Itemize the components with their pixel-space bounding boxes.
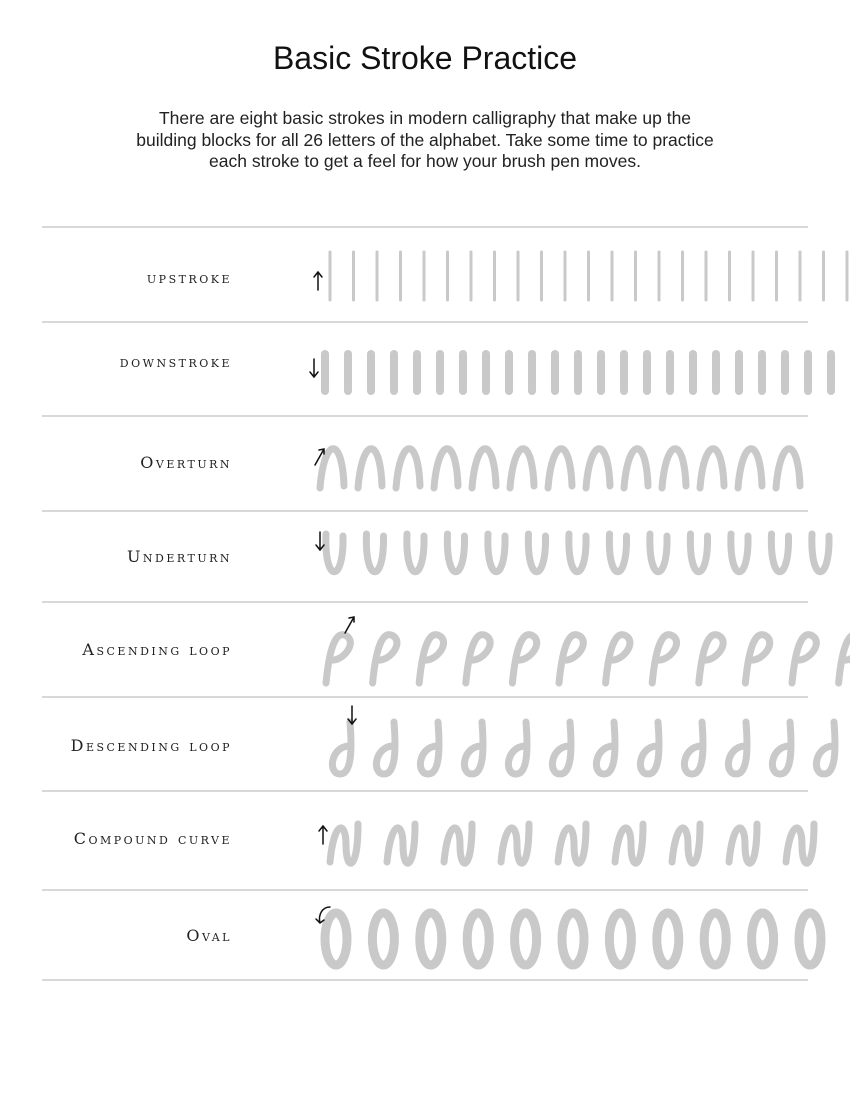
intro-paragraph — [100, 108, 750, 173]
overturn-stroke — [586, 449, 610, 488]
oval-stroke — [562, 913, 584, 965]
overturn-stroke — [624, 449, 648, 488]
row-overturn — [42, 417, 808, 510]
descending-loop-stroke — [816, 722, 835, 774]
downstroke-stroke — [505, 350, 513, 395]
compound-curve-stroke — [387, 824, 415, 863]
underturn-stroke — [609, 534, 626, 572]
arrow-down-icon — [310, 359, 318, 377]
stroke-label: upstroke — [146, 268, 232, 287]
oval-stroke — [325, 913, 347, 965]
oval-stroke — [372, 913, 394, 965]
row-descending-loop — [42, 698, 808, 790]
arrow-up-icon — [314, 272, 322, 290]
downstroke-stroke — [459, 350, 467, 395]
oval-stroke — [704, 913, 726, 965]
stroke-label: Descending loop — [70, 736, 232, 755]
underturn-stroke — [731, 534, 748, 572]
row-upstroke — [42, 228, 808, 321]
arrow-up-icon — [319, 826, 327, 844]
underturn-stroke — [812, 534, 829, 572]
ascending-loop-stroke — [839, 635, 850, 683]
compound-curve-practice-strokes — [270, 792, 808, 889]
underturn-stroke — [326, 534, 343, 572]
downstroke-practice-strokes — [270, 323, 808, 415]
downstroke-stroke — [620, 350, 628, 395]
intro-line: each stroke to get a feel for how your brush pen moves. — [209, 151, 641, 171]
overturn-stroke — [776, 449, 800, 488]
row-downstroke — [42, 323, 808, 415]
downstroke-stroke — [781, 350, 789, 395]
intro-line: building blocks for all 26 letters of the alphabet. Take some time to practice — [136, 129, 714, 150]
oval-stroke — [752, 913, 774, 965]
stroke-label: Underturn — [126, 547, 232, 566]
oval-stroke — [609, 913, 631, 965]
ascending-loop-stroke — [373, 635, 397, 683]
downstroke-stroke — [436, 350, 444, 395]
downstroke-stroke — [367, 350, 375, 395]
upstroke-practice-strokes — [270, 228, 808, 321]
descending-loop-stroke — [508, 722, 527, 774]
stroke-label: Oval — [186, 926, 232, 945]
row-oval — [42, 891, 808, 979]
downstroke-stroke — [666, 350, 674, 395]
row-divider — [42, 979, 808, 981]
underturn-stroke — [569, 534, 586, 572]
compound-curve-stroke — [330, 824, 358, 863]
downstroke-stroke — [574, 350, 582, 395]
downstroke-stroke — [689, 350, 697, 395]
ascending-loop-stroke — [512, 635, 536, 683]
ascending-loop-stroke — [652, 635, 676, 683]
overturn-stroke — [472, 449, 496, 488]
arrow-up-right-icon — [345, 617, 354, 633]
overturn-stroke — [510, 449, 534, 488]
descending-loop-practice-strokes — [270, 698, 808, 790]
ascending-loop-practice-strokes — [270, 603, 808, 696]
oval-stroke — [799, 913, 821, 965]
row-underturn — [42, 512, 808, 601]
descending-loop-stroke — [772, 722, 791, 774]
underturn-stroke — [488, 534, 505, 572]
overturn-stroke — [548, 449, 572, 488]
descending-loop-stroke — [640, 722, 659, 774]
downstroke-stroke — [712, 350, 720, 395]
ascending-loop-stroke — [419, 635, 443, 683]
downstroke-stroke — [344, 350, 352, 395]
oval-stroke — [657, 913, 679, 965]
descending-loop-stroke — [596, 722, 615, 774]
overturn-stroke — [662, 449, 686, 488]
underturn-stroke — [407, 534, 424, 572]
compound-curve-stroke — [558, 824, 586, 863]
overturn-stroke — [358, 449, 382, 488]
ascending-loop-stroke — [745, 635, 769, 683]
ascending-loop-stroke — [792, 635, 816, 683]
downstroke-stroke — [482, 350, 490, 395]
oval-practice-strokes — [270, 891, 808, 979]
practice-sheet — [42, 226, 808, 981]
oval-stroke — [467, 913, 489, 965]
stroke-label: downstroke — [119, 352, 232, 371]
ascending-loop-stroke — [699, 635, 723, 683]
overturn-stroke — [700, 449, 724, 488]
overturn-stroke — [396, 449, 420, 488]
descending-loop-stroke — [684, 722, 703, 774]
compound-curve-stroke — [615, 824, 643, 863]
arrow-down-icon — [348, 706, 356, 724]
downstroke-stroke — [643, 350, 651, 395]
compound-curve-stroke — [444, 824, 472, 863]
descending-loop-stroke — [728, 722, 747, 774]
oval-stroke — [515, 913, 537, 965]
underturn-stroke — [366, 534, 383, 572]
oval-stroke — [420, 913, 442, 965]
compound-curve-stroke — [672, 824, 700, 863]
underturn-stroke — [690, 534, 707, 572]
compound-curve-stroke — [786, 824, 814, 863]
descending-loop-stroke — [464, 722, 483, 774]
blank-footer-area — [0, 984, 850, 1100]
descending-loop-stroke — [376, 722, 395, 774]
ascending-loop-stroke — [606, 635, 630, 683]
downstroke-stroke — [758, 350, 766, 395]
downstroke-stroke — [735, 350, 743, 395]
downstroke-stroke — [827, 350, 835, 395]
ascending-loop-stroke — [326, 635, 350, 683]
downstroke-stroke — [597, 350, 605, 395]
descending-loop-stroke — [332, 722, 351, 774]
underturn-practice-strokes — [270, 512, 808, 601]
downstroke-stroke — [413, 350, 421, 395]
ascending-loop-stroke — [466, 635, 490, 683]
stroke-label: Overturn — [140, 453, 232, 472]
descending-loop-stroke — [552, 722, 571, 774]
underturn-stroke — [528, 534, 545, 572]
page-title: Basic Stroke Practice — [272, 40, 578, 76]
underturn-stroke — [771, 534, 788, 572]
overturn-practice-strokes — [270, 417, 808, 510]
compound-curve-stroke — [501, 824, 529, 863]
downstroke-stroke — [551, 350, 559, 395]
row-compound-curve — [42, 792, 808, 889]
downstroke-stroke — [528, 350, 536, 395]
downstroke-stroke — [804, 350, 812, 395]
overturn-stroke — [738, 449, 762, 488]
stroke-label: Ascending loop — [82, 640, 232, 659]
overturn-stroke — [434, 449, 458, 488]
downstroke-stroke — [321, 350, 329, 395]
ascending-loop-stroke — [559, 635, 583, 683]
stroke-label: Compound curve — [73, 829, 232, 848]
underturn-stroke — [447, 534, 464, 572]
downstroke-stroke — [390, 350, 398, 395]
compound-curve-stroke — [729, 824, 757, 863]
intro-line: There are eight basic strokes in modern calligraphy that make up the — [158, 108, 692, 128]
underturn-stroke — [650, 534, 667, 572]
row-ascending-loop — [42, 603, 808, 696]
descending-loop-stroke — [420, 722, 439, 774]
